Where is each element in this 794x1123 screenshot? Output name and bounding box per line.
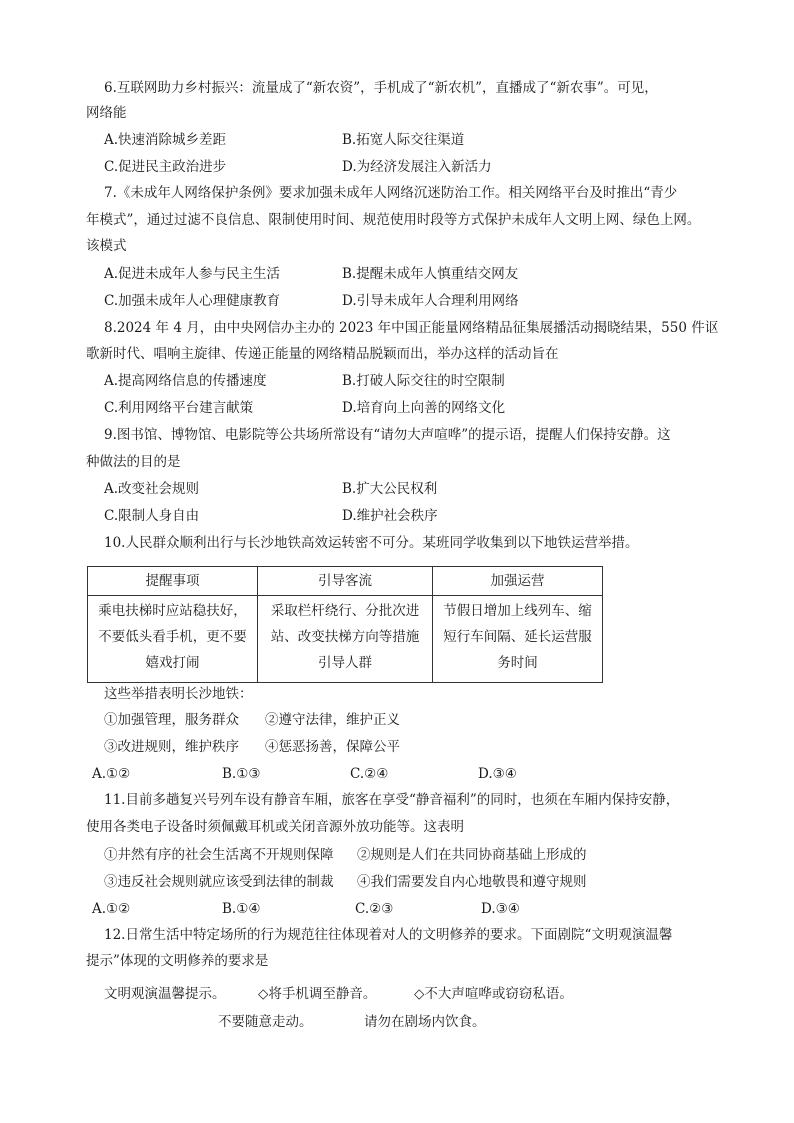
q8-option-b: B.打破人际交往的时空限制 xyxy=(342,373,505,389)
q10-choice-c: C.②④ xyxy=(350,766,389,782)
q9-option-d: D.维护社会秩序 xyxy=(342,508,438,524)
q7-stem-line2: 年模式”，通过过滤不良信息、限制使用时间、规范使用时段等方式保护未成年人文明上网、绿色上网。 xyxy=(86,212,701,228)
q9-option-c: C.限制人身自由 xyxy=(104,508,200,524)
q10-choice-d: D.③④ xyxy=(478,766,517,782)
q7-option-b: B.提醒未成年人慎重结交网友 xyxy=(342,266,519,282)
q8-stem-line2: 歌新时代、唱响主旋律、传递正能量的网络精品脱颖而出，举办这样的活动旨在 xyxy=(86,346,559,362)
q9-stem-line2: 种做法的目的是 xyxy=(86,454,181,470)
q6-option-b: B.拓宽人际交往渠道 xyxy=(342,132,465,148)
q8-option-d: D.培育向上向善的网络文化 xyxy=(342,400,506,416)
q10-item-4: ④惩恶扬善，保障公平 xyxy=(265,739,400,755)
q12-stem-line2: 提示”体现的文明修养的要求是 xyxy=(86,953,269,969)
q7-option-a: A.促进未成年人参与民主生活 xyxy=(104,266,281,282)
table-row xyxy=(88,596,603,683)
notice-item: ◇不大声喧哗或窃窃私语。 xyxy=(414,986,573,1002)
q6-option-a: A.快速消除城乡差距 xyxy=(104,132,227,148)
q7-stem-line3: 该模式 xyxy=(86,238,127,254)
table-cell: 乘电扶梯时应站稳扶好，不要低头看手机，更不要嬉戏打闹 xyxy=(88,596,258,683)
q10-choice-a: A.①② xyxy=(92,766,131,782)
notice-item: 不要随意走动。 xyxy=(218,1014,313,1030)
q10-item-2: ②遵守法律，维护正义 xyxy=(265,712,400,728)
q7-stem-line1: 7.《未成年人网络保护条例》要求加强未成年人网络沉迷防治工作。相关网络平台及时推出“青少 xyxy=(104,185,678,201)
q11-item-3: ③违反社会规则就应该受到法律的制裁 xyxy=(104,874,334,890)
notice-item: 请勿在剧场内饮食。 xyxy=(364,1014,486,1030)
q6-stem-line1: 6.互联网助力乡村振兴：流量成了“新农资”，手机成了“新农机”，直播成了“新农事”。可见， xyxy=(104,80,658,96)
q9-option-a: A.改变社会规则 xyxy=(104,481,200,497)
table-cell: 节假日增加上线列车、缩短行车间隔、延长运营服务时间 xyxy=(432,596,602,683)
q11-choice-d: D.③④ xyxy=(481,901,520,917)
q11-item-1: ①井然有序的社会生活离不开规则保障 xyxy=(104,847,334,863)
q9-stem-line1: 9.图书馆、博物馆、电影院等公共场所常设有“请勿大声喧哗”的提示语，提醒人们保持安静。这 xyxy=(104,427,671,443)
q11-item-2: ②规则是人们在共同协商基础上形成的 xyxy=(357,847,587,863)
q10-question: 这些举措表明长沙地铁： xyxy=(104,686,253,702)
q8-option-a: A.提高网络信息的传播速度 xyxy=(104,373,267,389)
q11-choice-b: B.①④ xyxy=(222,901,261,917)
q7-option-c: C.加强未成年人心理健康教育 xyxy=(104,293,281,309)
table-header-cell: 加强运营 xyxy=(432,567,602,596)
q6-option-d: D.为经济发展注入新活力 xyxy=(342,159,492,175)
q10-stem-line1: 10.人民群众顺利出行与长沙地铁高效运转密不可分。某班同学收集到以下地铁运营举措。 xyxy=(104,535,639,551)
q8-stem-line1: 8.2024 年 4 月，由中央网信办主办的 2023 年中国正能量网络精品征集展播活动揭晓结果，550 件讴 xyxy=(104,320,719,336)
q10-choice-b: B.①③ xyxy=(222,766,261,782)
notice-title: 文明观演温馨提示。 xyxy=(104,986,226,1002)
table-header-cell: 引导客流 xyxy=(258,567,433,596)
table-header-row xyxy=(88,567,603,596)
q7-option-d: D.引导未成年人合理利用网络 xyxy=(342,293,519,309)
q11-stem-line1: 11.目前多趟复兴号列车设有静音车厢，旅客在享受“静音福利”的同时，也须在车厢内保持安静， xyxy=(104,792,680,808)
q12-stem-line1: 12.日常生活中特定场所的行为规范往往体现着对人的文明修养的要求。下面剧院“文明观演温馨 xyxy=(104,927,673,943)
q9-option-b: B.扩大公民权利 xyxy=(342,481,438,497)
q6-option-c: C.促进民主政治进步 xyxy=(104,159,227,175)
q6-stem-line2: 网络能 xyxy=(86,105,127,121)
q10-measures-table xyxy=(87,566,603,683)
notice-item: ◇将手机调至静音。 xyxy=(258,986,377,1002)
q8-option-c: C.利用网络平台建言献策 xyxy=(104,400,254,416)
q11-item-4: ④我们需要发自内心地敬畏和遵守规则 xyxy=(357,874,587,890)
q11-choice-a: A.①② xyxy=(92,901,131,917)
q11-choice-c: C.②③ xyxy=(355,901,394,917)
q11-stem-line2: 使用各类电子设备时须佩戴耳机或关闭音源外放功能等。这表明 xyxy=(86,819,464,835)
table-header-cell: 提醒事项 xyxy=(88,567,258,596)
q10-item-3: ③改进规则，维护秩序 xyxy=(104,739,239,755)
table-cell: 采取栏杆绕行、分批次进站、改变扶梯方向等措施引导人群 xyxy=(258,596,433,683)
q10-item-1: ①加强管理，服务群众 xyxy=(104,712,239,728)
